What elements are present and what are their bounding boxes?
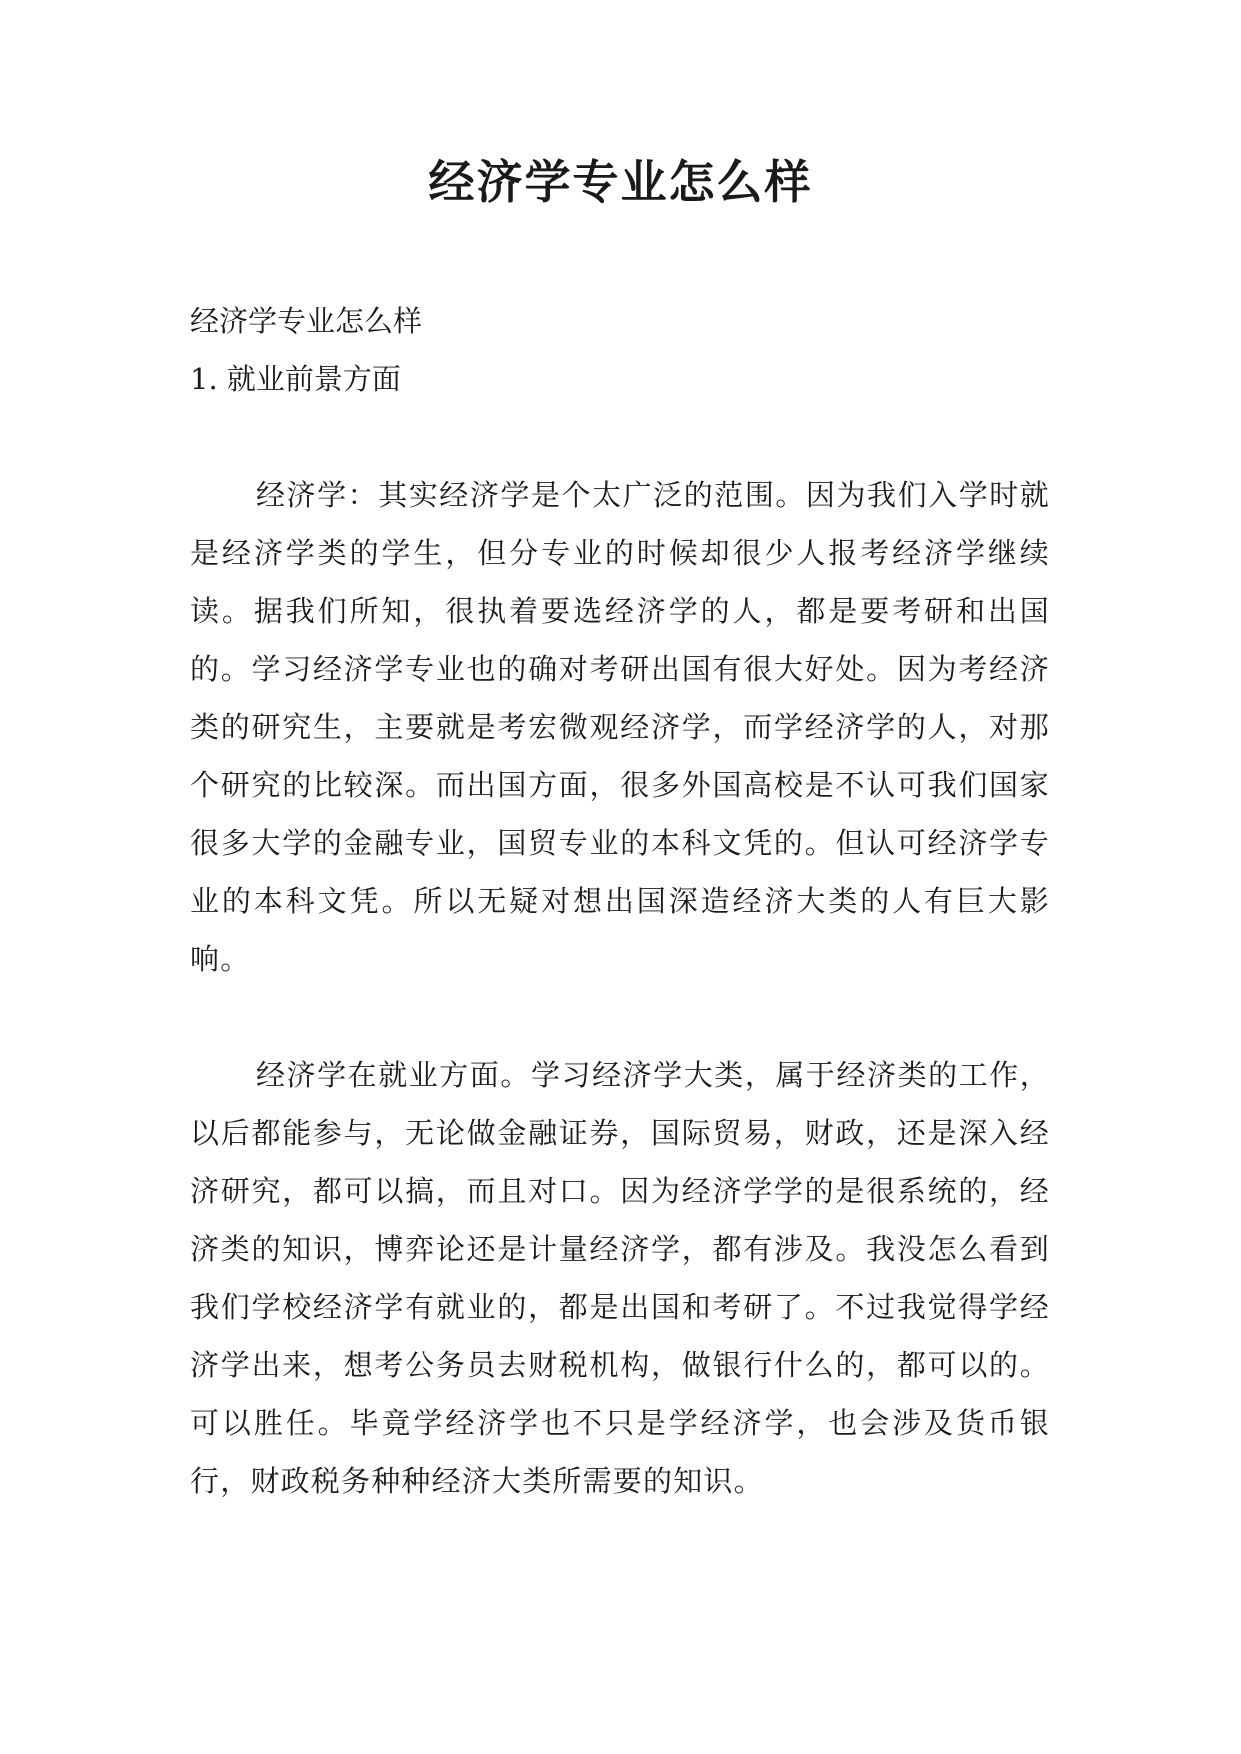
document-subtitle: 经济学专业怎么样 [190,304,423,338]
section-heading: 1. 就业前景方面 [190,362,401,396]
paragraph-spacer [190,988,1050,1046]
paragraph-spacer [190,408,1050,466]
paragraph-2: 经济学在就业方面。学习经济学大类，属于经济类的工作，以后都能参与，无论做金融证券，国际贸易，财政，还是深入经济研究，都可以搞，而且对口。因为经济学学的是很系统的，经济类的知识，博弈论还是计量经济学，都有涉及。我没怎么看到我们学校经济学有就业的，都是出国和考研了。不过我觉得学经济学出来，想考公务员去财税机构，做银行什么的，都可以的。可以胜任。毕竟学经济学也不只是学经济学，也会涉及货币银行，财政税务种种经济大类所需要的知识。 [190,1058,1050,1498]
paragraph-1: 经济学：其实经济学是个太广泛的范围。因为我们入学时就是经济学类的学生，但分专业的时候却很少人报考经济学继续读。据我们所知，很执着要选经济学的人，都是要考研和出国的。学习经济学专业也的确对考研出国有很大好处。因为考经济类的研究生，主要就是考宏微观经济学，而学经济学的人，对那个研究的比较深。而出国方面，很多外国高校是不认可我们国家很多大学的金融专业，国贸专业的本科文凭的。但认可经济学专业的本科文凭。所以无疑对想出国深造经济大类的人有巨大影响。 [190,478,1050,976]
document-body [190,292,1050,1510]
document-title: 经济学专业怎么样 [428,155,813,209]
